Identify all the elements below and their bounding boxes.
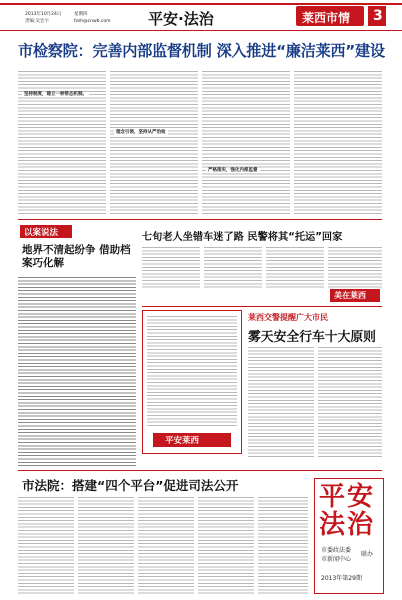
case-body [18, 276, 136, 466]
middle-body-2 [204, 246, 262, 290]
middle-body-4 [328, 246, 382, 290]
right-kicker: 莱西交警提醒广大市民 [248, 313, 328, 322]
right-body-2 [318, 346, 382, 458]
page-number: 3 [373, 8, 383, 24]
bottom-body-5 [258, 496, 308, 594]
right-body-1 [248, 346, 314, 458]
bottom-body-4 [198, 496, 254, 594]
case-tag-box [20, 225, 72, 238]
lead-headline: 市检察院：完善内部监督机制 深入推进“廉洁莱西”建设 [18, 42, 385, 60]
section-brand: 莱西市情 [302, 11, 351, 25]
issue-number: 2013年第29期 [321, 575, 362, 582]
email: fzsh@cnwb.com [74, 19, 111, 24]
right-headline: 雾天安全行车十大原则 [248, 330, 376, 345]
date-line: 2013年10月24日 [25, 12, 62, 17]
masthead-title-1: 平安 [319, 482, 376, 512]
bottom-body-2 [78, 496, 134, 594]
subhead-3: 严格落实，强化内部监督 [208, 168, 258, 173]
ad-tag: 平安莱西 [165, 436, 200, 446]
bottom-body-1 [18, 496, 74, 594]
sponsor-2: 市新闻中心 [321, 556, 352, 563]
masthead-box [314, 478, 384, 594]
weekday: 星期四 [74, 12, 88, 17]
bottom-body-3 [138, 496, 194, 594]
subhead-2: 理念引领，坚持从严治检 [116, 130, 166, 135]
case-headline-line: 地界不清起纷争 借助档案巧化解 [22, 244, 131, 269]
middle-headline: 七旬老人坐错车迷了路 民警将其“托运”回家 [142, 232, 343, 243]
section-title: 平安·法治 [148, 10, 214, 28]
beauty-tag-box [330, 289, 380, 302]
header [0, 0, 402, 34]
beauty-tag: 美在莱西 [334, 291, 366, 300]
editor-line: 责编:吴宏宇 [25, 19, 50, 24]
sponsor-1: 市委政法委 [321, 547, 352, 554]
middle-body-3 [266, 246, 324, 290]
case-tag: 以案说法 [24, 228, 59, 238]
sponsor-suffix: 联办 [361, 551, 374, 558]
bottom-headline: 市法院：搭建“四个平台”促进司法公开 [22, 478, 239, 493]
ad-tag-box [153, 433, 231, 447]
ad-box [142, 310, 242, 454]
middle-body-1 [142, 246, 200, 290]
masthead-title-2: 法治 [319, 510, 376, 540]
section-brand-box [296, 6, 364, 26]
page-number-box [368, 6, 386, 26]
subhead-1: 坚持制度，建立一种常态机制。 [24, 92, 87, 97]
